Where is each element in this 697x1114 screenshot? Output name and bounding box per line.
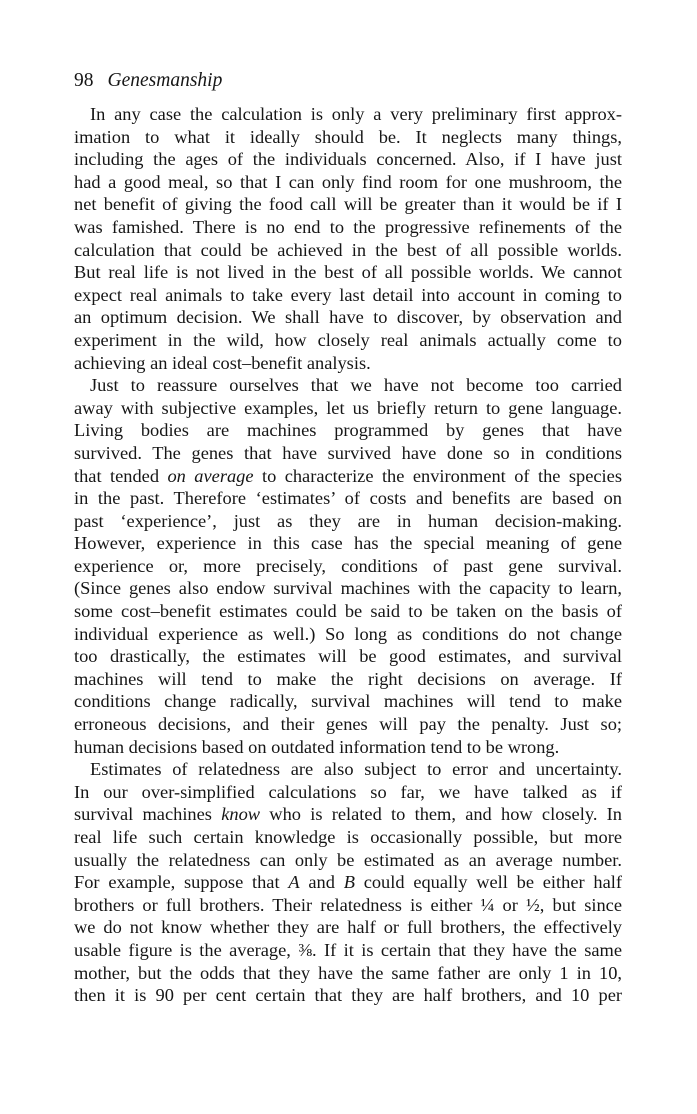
text-line: too drastically, the estimates will be good estimates, and survival — [74, 646, 622, 667]
text-line: human decisions based on outdated information tend to be wrong. — [74, 736, 560, 757]
italic-variable-b: B — [343, 872, 355, 893]
text-line: real life such certain knowledge is occasionally possible, but more — [74, 827, 622, 847]
text-line: In any case the calculation is only a very preliminary first approx- — [90, 104, 622, 124]
text-line: But real life is not lived in the best of all possible worlds. We cannot — [74, 262, 622, 283]
text-line: usually the relatedness can only be estimated as an average number. — [74, 849, 622, 870]
text-line: in the past. Therefore ‘estimates’ of costs and benefits are based on — [74, 488, 622, 509]
text-line: past ‘experience’, just as they are in human decision-making. — [74, 510, 622, 531]
text-line — [74, 871, 622, 894]
text-line: Living bodies are machines programmed by genes that have — [74, 420, 622, 441]
text-fragment: that tended — [74, 465, 168, 486]
italic-variable-a: A — [288, 872, 300, 893]
text-line: imation to what it ideally should be. It neglects many things, — [74, 126, 622, 147]
text-line: survived. The genes that have survived have done so in conditions — [74, 442, 622, 463]
italic-emphasis: know — [221, 804, 261, 825]
text-fragment: who is related to them, and how closely. In — [260, 804, 622, 825]
text-fragment: to characterize the environment of the species — [253, 465, 622, 486]
text-line: Just to reassure ourselves that we have not become too carried — [90, 375, 622, 396]
text-fragment: survival machines — [74, 804, 222, 825]
text-line: erroneous decisions, and their genes will pay the penalty. Just so; — [74, 714, 622, 735]
text-line: mother, but the odds that they have the same father are only 1 in 10, — [74, 962, 622, 983]
text-fragment: could equally well be either half — [354, 872, 622, 893]
text-line — [74, 465, 622, 488]
text-line: individual experience as well.) So long as conditions do not change — [74, 623, 622, 644]
text-line: calculation that could be achieved in the best of all possible worlds. — [74, 239, 622, 260]
text-line: net benefit of giving the food call will be greater than it would be if I — [74, 194, 622, 215]
text-line: However, experience in this case has the special meaning of gene — [74, 533, 622, 554]
text-line: (Since genes also endow survival machines with the capacity to learn, — [74, 578, 622, 599]
text-line: machines will tend to make the right decisions on average. If — [74, 668, 622, 689]
text-fragment: For example, suppose that — [74, 872, 289, 893]
running-head-title: Genesmanship — [107, 70, 223, 91]
text-line: In our over-simplified calculations so far, we have talked as if — [74, 781, 622, 802]
text-line: some cost–benefit estimates could be said to be taken on the basis of — [74, 601, 622, 622]
text-line: conditions change radically, survival machines will tend to make — [74, 691, 622, 712]
text-line: usable figure is the average, ⅜. If it is certain that they have the same — [74, 939, 622, 960]
text-line: Estimates of relatedness are also subject to error and uncertainty. — [90, 759, 622, 780]
italic-emphasis: on average — [167, 465, 254, 486]
text-line: we do not know whether they are half or full brothers, the effectively — [74, 917, 622, 938]
text-line: achieving an ideal cost–benefit analysis. — [74, 352, 371, 373]
page-number: 98 — [74, 70, 94, 91]
body-text — [74, 103, 622, 1007]
text-fragment: and — [299, 872, 344, 893]
text-line: away with subjective examples, let us briefly return to gene language. — [74, 397, 622, 418]
text-line: was famished. There is no end to the progressive refinements of the — [74, 216, 622, 237]
text-line: experiment in the wild, how closely real animals actually come to — [74, 329, 622, 350]
text-line: including the ages of the individuals concerned. Also, if I have just — [74, 149, 622, 170]
text-line — [74, 803, 622, 826]
text-line: experience or, more precisely, conditions of past gene survival. — [74, 555, 622, 576]
text-line: an optimum decision. We shall have to discover, by observation and — [74, 307, 622, 328]
text-line: expect real animals to take every last detail into account in coming to — [74, 284, 622, 305]
text-line: brothers or full brothers. Their relatedness is either ¼ or ½, but since — [74, 894, 622, 915]
text-line: had a good meal, so that I can only find room for one mushroom, the — [74, 171, 622, 192]
running-head — [74, 70, 222, 92]
text-line: then it is 90 per cent certain that they are half brothers, and 10 per — [74, 985, 622, 1006]
